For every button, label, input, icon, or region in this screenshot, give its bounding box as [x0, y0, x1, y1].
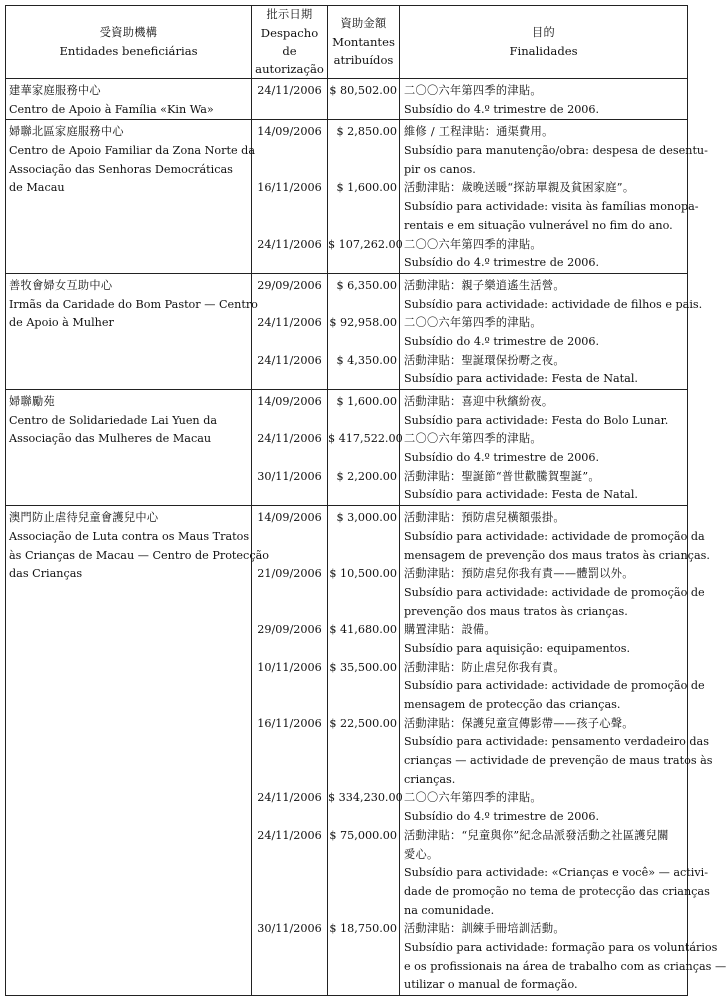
- purpose-text-zh: 活動津貼：聖誕環保扮嘢之夜。: [404, 353, 565, 367]
- purpose-cell: [400, 120, 708, 274]
- amount-cell: [328, 120, 403, 274]
- purpose-text-pt: pir os canos.: [404, 162, 476, 176]
- entity-name-pt: Centro de Apoio à Família «Kin Wa»: [9, 102, 214, 116]
- purpose-cell: [400, 273, 703, 389]
- header-date-pt-1: Despacho de: [260, 26, 319, 58]
- approval-date: 29/09/2006: [257, 278, 322, 292]
- purpose-text-pt: Subsídio para actividade: actividade de promoção de: [404, 679, 705, 693]
- header-purpose: [400, 6, 688, 79]
- purpose-text-zh: 購置津貼：設備。: [404, 623, 496, 637]
- purpose-text-pt: Subsídio para actividade: pensamento verdadeiro das: [404, 735, 709, 749]
- table-row: [6, 79, 688, 120]
- subsidy-amount: $ 107,262.00: [328, 237, 403, 251]
- purpose-text-pt: crianças — actividade de prevenção de maus tratos às: [404, 754, 713, 768]
- purpose-text-pt: Subsídio do 4.º trimestre de 2006.: [404, 256, 600, 270]
- purpose-text-zh: 活動津貼：預防虐兒你我有責——體罰以外。: [404, 567, 634, 581]
- approval-date: 16/11/2006: [257, 181, 322, 195]
- subsidy-amount: $ 6,350.00: [336, 278, 397, 292]
- purpose-text-pt: mensagem de protecção das crianças.: [404, 698, 621, 711]
- purpose-text-pt: na comunidade.: [404, 903, 495, 917]
- amount-cell: [328, 390, 403, 506]
- approval-date: 14/09/2006: [257, 125, 322, 139]
- date-cell: [252, 390, 328, 506]
- subsidy-amount: $ 80,502.00: [329, 84, 397, 97]
- purpose-text-pt: Subsídio para actividade: actividade de filhos e pais.: [404, 297, 703, 311]
- header-amount: [328, 6, 400, 79]
- entity-name-pt: Associação das Mulheres de Macau: [9, 432, 212, 446]
- approval-date: 24/11/2006: [257, 316, 322, 330]
- approval-date: 16/11/2006: [257, 716, 322, 730]
- purpose-text-pt: Subsídio do 4.º trimestre de 2006.: [404, 334, 600, 348]
- amount-cell: [328, 79, 400, 120]
- approval-date: 24/11/2006: [257, 791, 322, 805]
- purpose-text-pt: Subsídio do 4.º trimestre de 2006.: [404, 810, 600, 824]
- subsidy-amount: $ 75,000.00: [329, 828, 397, 842]
- entity-cell: [6, 506, 269, 996]
- approval-date: 24/11/2006: [257, 432, 322, 446]
- entity-name-zh: 建華家庭服務中心: [9, 84, 101, 97]
- amount-cell: [328, 506, 403, 996]
- table-header-row: [6, 6, 688, 79]
- purpose-text-pt: Subsídio para actividade: Festa de Natal.: [404, 372, 638, 386]
- purpose-text-zh: 活動津貼：歲晚送暖“探訪單親及貧困家庭”。: [404, 181, 635, 195]
- purpose-text-zh: 活動津貼：保護兒童宣傳影帶——孩子心聲。: [404, 716, 634, 730]
- entity-name-zh: 婦聯勵苑: [9, 395, 55, 408]
- header-amount-zh: 資助金額: [340, 17, 387, 30]
- approval-date: 30/11/2006: [257, 922, 322, 936]
- purpose-text-zh: 活動津貼：喜迎中秋繽紛夜。: [404, 395, 554, 408]
- purpose-text-pt: Subsídio do 4.º trimestre de 2006.: [404, 451, 600, 465]
- purpose-text-pt: Subsídio para actividade: «Crianças e você» — activi-: [404, 866, 709, 880]
- approval-date: 10/11/2006: [257, 660, 322, 674]
- date-cell: [252, 273, 328, 389]
- purpose-cell: [400, 390, 688, 506]
- approval-date: 14/09/2006: [257, 395, 322, 408]
- table-row: [6, 390, 688, 506]
- header-entities: [6, 6, 252, 79]
- entity-cell: [6, 390, 252, 506]
- approval-date: 14/09/2006: [257, 511, 322, 525]
- subsidy-amount: $ 334,230.00: [328, 791, 403, 805]
- entity-name-pt: de Apoio à Mulher: [9, 316, 114, 330]
- entity-name-pt: de Macau: [9, 181, 65, 195]
- purpose-text-pt: Subsídio para actividade: Festa de Natal.: [404, 488, 638, 502]
- subsidy-amount: $ 4,350.00: [336, 353, 397, 367]
- subsidy-amount: $ 2,850.00: [336, 125, 397, 139]
- date-cell: [252, 506, 328, 996]
- header-date-zh: 批示日期: [266, 8, 313, 21]
- header-date: [252, 6, 328, 79]
- subsidy-amount: $ 35,500.00: [329, 660, 397, 674]
- purpose-text-pt: e os profissionais na área de trabalho com as crianças —: [404, 959, 726, 973]
- purpose-text-pt: Subsídio para manutenção/obra: despesa de desentu-: [404, 144, 708, 158]
- approval-date: 30/11/2006: [257, 469, 322, 483]
- purpose-text-pt: Subsídio para actividade: actividade de promoção de: [404, 585, 705, 599]
- entity-name-zh: 婦聯北區家庭服務中心: [9, 125, 124, 139]
- purpose-text-pt: Subsídio para actividade: Festa do Bolo Lunar.: [404, 413, 669, 427]
- subsidy-amount: $ 3,000.00: [336, 511, 397, 525]
- purpose-text-zh: 活動津貼：聖誕節“普世歡騰賀聖誕”。: [404, 469, 600, 483]
- header-amount-pt-2: atribuídos: [333, 53, 394, 67]
- purpose-text-pt: Subsídio para aquisição: equipamentos.: [404, 641, 631, 655]
- purpose-text-pt: Subsídio para actividade: visita às famílias monopa-: [404, 200, 699, 214]
- purpose-text-zh: 活動津貼：訓練手冊培訓活動。: [404, 922, 565, 936]
- entity-name-pt: às Crianças de Macau — Centro de Protecção: [9, 548, 269, 562]
- subsidy-amount: $ 417,522.00: [328, 432, 403, 446]
- date-cell: [252, 79, 328, 120]
- entity-cell: [6, 273, 258, 389]
- header-purpose-zh: 目的: [532, 26, 555, 39]
- entity-name-pt: das Crianças: [9, 567, 83, 581]
- approval-date: 29/09/2006: [257, 623, 322, 637]
- approval-date: 24/11/2006: [257, 237, 322, 251]
- purpose-text-pt: Subsídio para actividade: formação para os voluntários: [404, 940, 718, 954]
- header-date-pt-2: autorização: [255, 62, 324, 76]
- amount-cell: [328, 273, 400, 389]
- purpose-text-zh: 活動津貼：預防虐兒橫額張掛。: [404, 511, 565, 525]
- purpose-text-pt: dade de promoção no tema de protecção das crianças: [404, 884, 710, 898]
- subsidy-amount: $ 41,680.00: [329, 623, 397, 637]
- subsidy-amount: $ 10,500.00: [329, 567, 397, 581]
- table-row: [6, 120, 688, 274]
- purpose-text-zh: 二〇〇六年第四季的津貼。: [404, 432, 542, 446]
- subsidy-amount: $ 1,600.00: [336, 395, 397, 408]
- purpose-cell: [400, 506, 726, 996]
- table-body: [6, 79, 726, 996]
- entity-name-zh: 善牧會婦女互助中心: [9, 278, 113, 292]
- table-row: [6, 506, 688, 996]
- purpose-text-zh: 二〇〇六年第四季的津貼。: [404, 791, 542, 805]
- header-entities-pt: Entidades beneficiárias: [59, 44, 198, 58]
- entity-cell: [6, 120, 255, 274]
- purpose-text-zh: 二〇〇六年第四季的津貼。: [404, 316, 542, 330]
- header-entities-zh: 受資助機構: [99, 26, 158, 39]
- entity-name-pt: Centro de Apoio Familiar da Zona Norte da: [9, 144, 255, 158]
- purpose-text-zh: 維修 / 工程津貼：通渠費用。: [404, 125, 554, 139]
- subsidy-amount: $ 2,200.00: [336, 469, 397, 483]
- header-purpose-pt: Finalidades: [509, 44, 578, 58]
- purpose-text-zh: 活動津貼：防止虐兒你我有責。: [404, 660, 565, 674]
- table-row: [6, 273, 688, 389]
- entity-name-pt: Centro de Solidariedade Lai Yuen da: [9, 413, 218, 427]
- purpose-text-zh: 活動津貼：親子樂逍遙生活營。: [404, 278, 565, 292]
- entity-name-pt: Irmãs da Caridade do Bom Pastor — Centro: [9, 297, 258, 311]
- entity-name-zh: 澳門防止虐待兒童會護兒中心: [9, 511, 159, 525]
- purpose-text-zh: 活動津貼：“兒童與你”紀念品派發活動之社區護兒關: [404, 828, 669, 842]
- purpose-text-zh: 二〇〇六年第四季的津貼。: [404, 84, 542, 97]
- purpose-text-pt: Subsídio do 4.º trimestre de 2006.: [404, 102, 600, 116]
- subsidy-amount: $ 18,750.00: [329, 922, 397, 936]
- purpose-text-zh: 二〇〇六年第四季的津貼。: [404, 237, 542, 251]
- entity-name-pt: Associação de Luta contra os Maus Tratos: [9, 529, 250, 543]
- approval-date: 21/09/2006: [257, 567, 322, 581]
- purpose-text-pt: utilizar o manual de formação.: [404, 978, 578, 992]
- date-cell: [252, 120, 328, 274]
- approval-date: 24/11/2006: [257, 353, 322, 367]
- header-amount-pt-1: Montantes: [332, 35, 395, 49]
- entity-cell: [6, 79, 252, 120]
- approval-date: 24/11/2006: [257, 828, 322, 842]
- subsidy-amount: $ 1,600.00: [336, 181, 397, 195]
- approval-date: 24/11/2006: [257, 84, 322, 97]
- subsidy-amount: $ 22,500.00: [329, 716, 397, 730]
- purpose-text-pt: rentais e em situação vulnerável no fim do ano.: [404, 218, 673, 232]
- purpose-cell: [400, 79, 688, 120]
- subsidy-table: [5, 5, 726, 996]
- purpose-text-pt: crianças.: [404, 772, 456, 786]
- subsidy-amount: $ 92,958.00: [329, 316, 397, 330]
- purpose-text-pt: prevenção dos maus tratos às crianças.: [404, 604, 628, 618]
- entity-name-pt: Associação das Senhoras Democráticas: [9, 162, 233, 176]
- purpose-text-pt: Subsídio para actividade: actividade de promoção da: [404, 529, 705, 543]
- purpose-text-pt: mensagem de prevenção dos maus tratos às crianças.: [404, 548, 710, 562]
- purpose-text-zh: 愛心。: [404, 847, 439, 861]
